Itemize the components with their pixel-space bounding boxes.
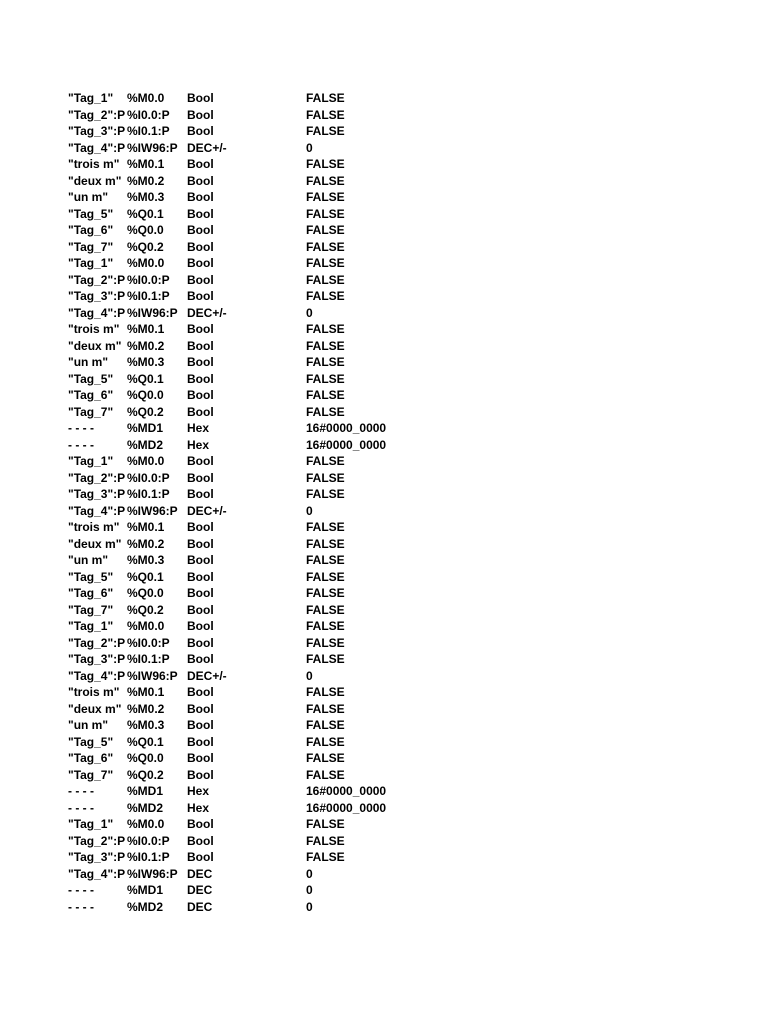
table-row: [68, 767, 488, 784]
tag-name-cell: "Tag_2":P: [68, 833, 126, 848]
tag-name-cell: "Tag_2":P: [68, 635, 126, 650]
table-row: [68, 750, 488, 767]
display-format-cell: Bool: [187, 388, 214, 402]
tag-name-cell: "Tag_4":P: [68, 140, 126, 155]
table-row: [68, 470, 488, 487]
tag-address-cell: %I0.1:P: [127, 487, 170, 501]
monitor-value-cell: FALSE: [306, 223, 345, 237]
tag-address-cell: %IW96:P: [127, 305, 178, 320]
tag-address-cell: %IW96:P: [127, 140, 178, 155]
table-row: [68, 635, 488, 652]
table-row: [68, 107, 488, 124]
tag-name-cell: "Tag_3":P: [68, 124, 126, 138]
table-row: [68, 651, 488, 668]
display-format-cell: Bool: [187, 470, 214, 485]
tag-address-cell: %M0.0: [127, 454, 165, 468]
display-format-cell: DEC: [187, 883, 213, 897]
table-row: [68, 123, 488, 140]
monitor-value-cell: 0: [306, 883, 313, 897]
monitor-value-cell: FALSE: [306, 718, 345, 732]
display-format-cell: Bool: [187, 371, 214, 386]
display-format-cell: Bool: [187, 569, 214, 584]
tag-name-cell: "deux m": [68, 338, 122, 353]
tag-name-cell: "un m": [68, 355, 109, 369]
monitor-value-cell: FALSE: [306, 91, 345, 105]
display-format-cell: DEC+/-: [187, 305, 227, 320]
display-format-cell: Bool: [187, 355, 214, 369]
tag-name-cell: "Tag_2":P: [68, 470, 126, 485]
tag-address-cell: %Q0.2: [127, 404, 164, 419]
tag-address-cell: %I0.1:P: [127, 850, 170, 864]
table-row: [68, 486, 488, 503]
table-row: [68, 569, 488, 586]
display-format-cell: Bool: [187, 272, 214, 287]
monitor-value-cell: FALSE: [306, 635, 345, 650]
monitor-value-cell: FALSE: [306, 454, 345, 468]
tag-name-cell: "Tag_6": [68, 751, 114, 765]
tag-address-cell: %I0.0:P: [127, 272, 170, 287]
tag-address-cell: %Q0.0: [127, 223, 164, 237]
tag-address-cell: %MD1: [127, 784, 164, 798]
tag-address-cell: %M0.0: [127, 91, 165, 105]
display-format-cell: Bool: [187, 338, 214, 353]
monitor-value-cell: FALSE: [306, 256, 345, 270]
tag-name-cell: "Tag_2":P: [68, 107, 126, 122]
tag-address-cell: %I0.1:P: [127, 652, 170, 666]
display-format-cell: Bool: [187, 107, 214, 122]
tag-name-cell: "Tag_6": [68, 586, 114, 600]
tag-name-cell: "Tag_1": [68, 256, 114, 270]
monitor-value-cell: FALSE: [306, 767, 345, 782]
tag-name-cell: "Tag_7": [68, 404, 114, 419]
tag-address-cell: %Q0.1: [127, 569, 164, 584]
display-format-cell: Bool: [187, 751, 214, 765]
display-format-cell: DEC: [187, 866, 213, 881]
tag-name-cell: "Tag_6": [68, 388, 114, 402]
tag-address-cell: %Q0.0: [127, 751, 164, 765]
tag-address-cell: %M0.3: [127, 355, 165, 369]
table-row: [68, 585, 488, 602]
monitor-value-cell: 0: [306, 866, 313, 881]
tag-name-cell: "deux m": [68, 536, 122, 551]
display-format-cell: DEC: [187, 899, 213, 914]
display-format-cell: Bool: [187, 734, 214, 749]
tag-name-cell: "trois m": [68, 322, 120, 336]
tag-address-cell: %M0.2: [127, 338, 165, 353]
display-format-cell: Bool: [187, 536, 214, 551]
tag-address-cell: %I0.0:P: [127, 107, 170, 122]
tag-name-cell: - - - -: [68, 437, 94, 452]
tag-address-cell: %M0.0: [127, 817, 165, 831]
table-row: [68, 519, 488, 536]
tag-name-cell: - - - -: [68, 784, 94, 798]
monitor-value-cell: FALSE: [306, 553, 345, 567]
display-format-cell: DEC+/-: [187, 140, 227, 155]
monitor-value-cell: FALSE: [306, 338, 345, 353]
monitor-value-cell: FALSE: [306, 833, 345, 848]
tag-address-cell: %Q0.1: [127, 206, 164, 221]
tag-address-cell: %MD2: [127, 899, 164, 914]
monitor-value-cell: FALSE: [306, 619, 345, 633]
monitor-value-cell: FALSE: [306, 701, 345, 716]
display-format-cell: Bool: [187, 404, 214, 419]
table-row: [68, 849, 488, 866]
table-row: [68, 866, 488, 883]
monitor-value-cell: FALSE: [306, 289, 345, 303]
tag-name-cell: "Tag_6": [68, 223, 114, 237]
table-row: [68, 602, 488, 619]
tag-address-cell: %M0.1: [127, 322, 165, 336]
table-row: [68, 239, 488, 256]
tag-name-cell: - - - -: [68, 899, 94, 914]
display-format-cell: Bool: [187, 652, 214, 666]
display-format-cell: Bool: [187, 223, 214, 237]
table-row: [68, 156, 488, 173]
monitor-value-cell: FALSE: [306, 520, 345, 534]
tag-table: [68, 90, 488, 915]
display-format-cell: Bool: [187, 322, 214, 336]
table-row: [68, 404, 488, 421]
table-row: [68, 321, 488, 338]
monitor-value-cell: 16#0000_0000: [306, 800, 387, 815]
display-format-cell: Bool: [187, 553, 214, 567]
tag-name-cell: - - - -: [68, 421, 94, 435]
table-row: [68, 503, 488, 520]
monitor-value-cell: FALSE: [306, 239, 345, 254]
tag-address-cell: %Q0.2: [127, 767, 164, 782]
table-row: [68, 668, 488, 685]
display-format-cell: Bool: [187, 602, 214, 617]
table-row: [68, 833, 488, 850]
table-row: [68, 453, 488, 470]
monitor-value-cell: FALSE: [306, 850, 345, 864]
table-row: [68, 272, 488, 289]
tag-name-cell: "Tag_5": [68, 569, 114, 584]
tag-address-cell: %M0.2: [127, 536, 165, 551]
table-row: [68, 206, 488, 223]
tag-name-cell: "trois m": [68, 685, 120, 699]
monitor-value-cell: FALSE: [306, 355, 345, 369]
table-row: [68, 882, 488, 899]
display-format-cell: Bool: [187, 520, 214, 534]
table-row: [68, 420, 488, 437]
display-format-cell: Bool: [187, 833, 214, 848]
monitor-value-cell: 16#0000_0000: [306, 437, 387, 452]
tag-address-cell: %MD2: [127, 800, 164, 815]
monitor-value-cell: 0: [306, 899, 313, 914]
tag-name-cell: "Tag_3":P: [68, 850, 126, 864]
table-row: [68, 734, 488, 751]
tag-name-cell: "Tag_4":P: [68, 305, 126, 320]
tag-address-cell: %M0.3: [127, 718, 165, 732]
display-format-cell: Hex: [187, 421, 210, 435]
display-format-cell: Bool: [187, 685, 214, 699]
tag-address-cell: %Q0.1: [127, 371, 164, 386]
tag-name-cell: "Tag_2":P: [68, 272, 126, 287]
table-row: [68, 437, 488, 454]
display-format-cell: Bool: [187, 850, 214, 864]
display-format-cell: Bool: [187, 487, 214, 501]
monitor-value-cell: FALSE: [306, 652, 345, 666]
tag-address-cell: %IW96:P: [127, 668, 178, 683]
table-row: [68, 338, 488, 355]
monitor-value-cell: FALSE: [306, 751, 345, 765]
tag-address-cell: %M0.2: [127, 701, 165, 716]
display-format-cell: Bool: [187, 586, 214, 600]
tag-name-cell: "Tag_1": [68, 817, 114, 831]
table-row: [68, 90, 488, 107]
tag-address-cell: %Q0.0: [127, 586, 164, 600]
table-row: [68, 140, 488, 157]
table-row: [68, 618, 488, 635]
monitor-value-cell: FALSE: [306, 272, 345, 287]
tag-name-cell: "un m": [68, 553, 109, 567]
tag-address-cell: %Q0.2: [127, 602, 164, 617]
tag-address-cell: %MD2: [127, 437, 164, 452]
display-format-cell: Bool: [187, 173, 214, 188]
tag-name-cell: "deux m": [68, 173, 122, 188]
table-row: [68, 536, 488, 553]
monitor-value-cell: FALSE: [306, 536, 345, 551]
tag-address-cell: %Q0.1: [127, 734, 164, 749]
display-format-cell: Hex: [187, 800, 210, 815]
tag-name-cell: "un m": [68, 718, 109, 732]
monitor-value-cell: FALSE: [306, 734, 345, 749]
display-format-cell: Bool: [187, 190, 214, 204]
tag-name-cell: "Tag_3":P: [68, 289, 126, 303]
monitor-value-cell: FALSE: [306, 190, 345, 204]
monitor-value-cell: 16#0000_0000: [306, 784, 387, 798]
display-format-cell: Bool: [187, 619, 214, 633]
display-format-cell: Bool: [187, 635, 214, 650]
monitor-value-cell: FALSE: [306, 157, 345, 171]
table-row: [68, 354, 488, 371]
tag-name-cell: "Tag_4":P: [68, 668, 126, 683]
monitor-value-cell: FALSE: [306, 602, 345, 617]
table-row: [68, 800, 488, 817]
tag-address-cell: %I0.1:P: [127, 124, 170, 138]
tag-name-cell: "Tag_3":P: [68, 487, 126, 501]
monitor-value-cell: FALSE: [306, 124, 345, 138]
tag-address-cell: %MD1: [127, 883, 164, 897]
monitor-value-cell: 16#0000_0000: [306, 421, 387, 435]
table-row: [68, 305, 488, 322]
monitor-value-cell: FALSE: [306, 173, 345, 188]
tag-address-cell: %IW96:P: [127, 866, 178, 881]
monitor-value-cell: FALSE: [306, 569, 345, 584]
monitor-value-cell: FALSE: [306, 586, 345, 600]
monitor-value-cell: 0: [306, 140, 313, 155]
display-format-cell: Bool: [187, 206, 214, 221]
table-row: [68, 899, 488, 916]
monitor-value-cell: 0: [306, 503, 313, 518]
tag-name-cell: "Tag_1": [68, 91, 114, 105]
tag-address-cell: %I0.0:P: [127, 470, 170, 485]
tag-address-cell: %I0.0:P: [127, 833, 170, 848]
display-format-cell: DEC+/-: [187, 503, 227, 518]
tag-address-cell: %M0.1: [127, 520, 165, 534]
monitor-value-cell: 0: [306, 305, 313, 320]
monitor-value-cell: FALSE: [306, 685, 345, 699]
tag-address-cell: %M0.3: [127, 553, 165, 567]
tag-address-cell: %M0.1: [127, 157, 165, 171]
table-row: [68, 816, 488, 833]
tag-address-cell: %Q0.2: [127, 239, 164, 254]
display-format-cell: Bool: [187, 256, 214, 270]
tag-name-cell: - - - -: [68, 800, 94, 815]
tag-name-cell: "Tag_7": [68, 767, 114, 782]
table-row: [68, 371, 488, 388]
tag-name-cell: "Tag_5": [68, 371, 114, 386]
monitor-value-cell: FALSE: [306, 470, 345, 485]
display-format-cell: Bool: [187, 157, 214, 171]
display-format-cell: Bool: [187, 124, 214, 138]
display-format-cell: Bool: [187, 289, 214, 303]
monitor-value-cell: 0: [306, 668, 313, 683]
tag-address-cell: %M0.1: [127, 685, 165, 699]
tag-name-cell: "Tag_5": [68, 734, 114, 749]
display-format-cell: Bool: [187, 239, 214, 254]
display-format-cell: Bool: [187, 718, 214, 732]
tag-address-cell: %M0.2: [127, 173, 165, 188]
tag-address-cell: %M0.3: [127, 190, 165, 204]
monitor-value-cell: FALSE: [306, 206, 345, 221]
display-format-cell: Hex: [187, 784, 210, 798]
table-row: [68, 387, 488, 404]
tag-address-cell: %Q0.0: [127, 388, 164, 402]
monitor-value-cell: FALSE: [306, 404, 345, 419]
monitor-value-cell: FALSE: [306, 817, 345, 831]
table-row: [68, 717, 488, 734]
tag-name-cell: "Tag_7": [68, 239, 114, 254]
monitor-value-cell: FALSE: [306, 371, 345, 386]
monitor-value-cell: FALSE: [306, 487, 345, 501]
tag-name-cell: "Tag_5": [68, 206, 114, 221]
table-row: [68, 288, 488, 305]
tag-name-cell: "Tag_1": [68, 454, 114, 468]
tag-address-cell: %M0.0: [127, 256, 165, 270]
tag-name-cell: "trois m": [68, 520, 120, 534]
display-format-cell: Bool: [187, 817, 214, 831]
table-row: [68, 255, 488, 272]
tag-address-cell: %I0.1:P: [127, 289, 170, 303]
tag-address-cell: %M0.0: [127, 619, 165, 633]
table-row: [68, 684, 488, 701]
table-row: [68, 222, 488, 239]
table-row: [68, 189, 488, 206]
tag-address-cell: %MD1: [127, 421, 164, 435]
tag-address-cell: %IW96:P: [127, 503, 178, 518]
tag-name-cell: "Tag_3":P: [68, 652, 126, 666]
table-row: [68, 701, 488, 718]
display-format-cell: Bool: [187, 454, 214, 468]
tag-name-cell: "un m": [68, 190, 109, 204]
display-format-cell: DEC+/-: [187, 668, 227, 683]
display-format-cell: Bool: [187, 701, 214, 716]
tag-name-cell: "Tag_1": [68, 619, 114, 633]
tag-address-cell: %I0.0:P: [127, 635, 170, 650]
tag-name-cell: "trois m": [68, 157, 120, 171]
tag-name-cell: "Tag_4":P: [68, 503, 126, 518]
table-row: [68, 173, 488, 190]
monitor-value-cell: FALSE: [306, 322, 345, 336]
tag-name-cell: "deux m": [68, 701, 122, 716]
monitor-value-cell: FALSE: [306, 388, 345, 402]
table-row: [68, 552, 488, 569]
display-format-cell: Bool: [187, 91, 214, 105]
tag-name-cell: - - - -: [68, 883, 94, 897]
display-format-cell: Hex: [187, 437, 210, 452]
tag-name-cell: "Tag_7": [68, 602, 114, 617]
table-row: [68, 783, 488, 800]
tag-name-cell: "Tag_4":P: [68, 866, 126, 881]
display-format-cell: Bool: [187, 767, 214, 782]
monitor-value-cell: FALSE: [306, 107, 345, 122]
